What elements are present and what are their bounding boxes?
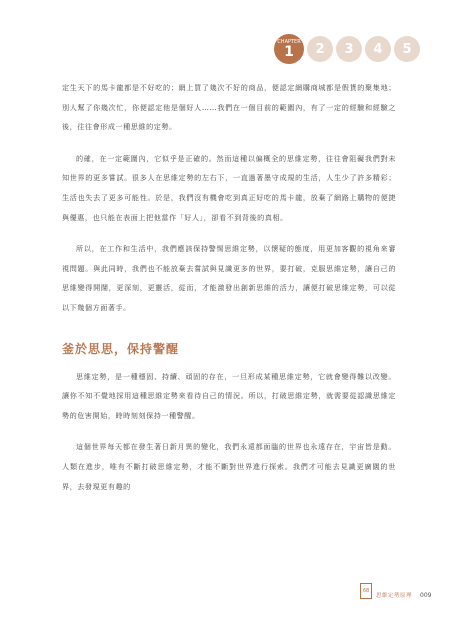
paragraph: 這個世界每天都在發生著日新月異的變化，我們永遠都面臨的世界也永遠存在，宇宙皆是動。人類在進步，唯有不斷打破思維定勢，才能不斷對世界進行探索。我們才可能去見識更廣闊的世界，去發現更有趣的 (62, 442, 396, 491)
chapter-tab-4[interactable]: 4 (365, 36, 391, 62)
paragraph: 的確，在一定範圍內，它似乎是正確的。然而這種以偏概全的思維定勢，往往會阻礙我們對未知世界的更多嘗試。很多人在思維定勢的左右下，一直過著墨守成規的生活，人生少了許多精彩；生活也失去了更多可能性。於是，我們沒有機會吃到真正好吃的馬卡龍，放棄了網路上購物的便捷與優惠，也只能在表面上把他當作「好人」，卻看不到背後的真相。 (62, 153, 396, 222)
chapter-tab-1[interactable] (274, 34, 304, 64)
chapter-number: 1 (284, 44, 294, 60)
chapter-tab-2[interactable]: 2 (307, 36, 333, 62)
chapter-tabs (274, 36, 420, 64)
book-logo-icon: 68 (360, 583, 372, 599)
running-title: 思維定勢原理 (376, 593, 413, 599)
paragraph: 思維定勢，是一種穩固、持續、頑固的存在，一旦形成某種思維定勢，它就會變得難以改變。讓你不知不覺地採用這種思維定勢來看待自己的情況。所以，打破思維定勢，就需要從認識思維定勢的危害開始，時時刻刻保持一種警醒。 (62, 371, 396, 420)
page-footer (360, 583, 431, 599)
paragraph: 所以，在工作和生活中，我們應該保持警惕思維定勢，以懷疑的態度，用更加客觀的視角來審視問題。與此同時，我們也不能放棄去嘗試與見識更多的世界，要打破，克服思維定勢，讓自己的思維變得開闊，更深刻，更靈活，從而，才能激發出創新思維的活力，讓便打破思維定勢，可以從以下幾個方面著手。 (62, 244, 396, 312)
chapter-tab-5[interactable]: 5 (394, 36, 420, 62)
page-body (62, 78, 396, 508)
chapter-tab-3[interactable]: 3 (336, 36, 362, 62)
section-heading: 釜於思思，保持警醒 (62, 341, 180, 356)
page-number: 009 (420, 592, 432, 599)
paragraph: 定生天下的馬卡龍都是不好吃的；網上買了幾次不好的商品，便認定網購商城都是假貨的聚集地；別人幫了你幾次忙，你便認定他是個好人……我們在一個目前的範圍內，有了一定的經驗和經驗之後，往往會形成一種思維的定勢。 (62, 83, 396, 132)
chapter-label: CHAPTER (277, 39, 301, 45)
